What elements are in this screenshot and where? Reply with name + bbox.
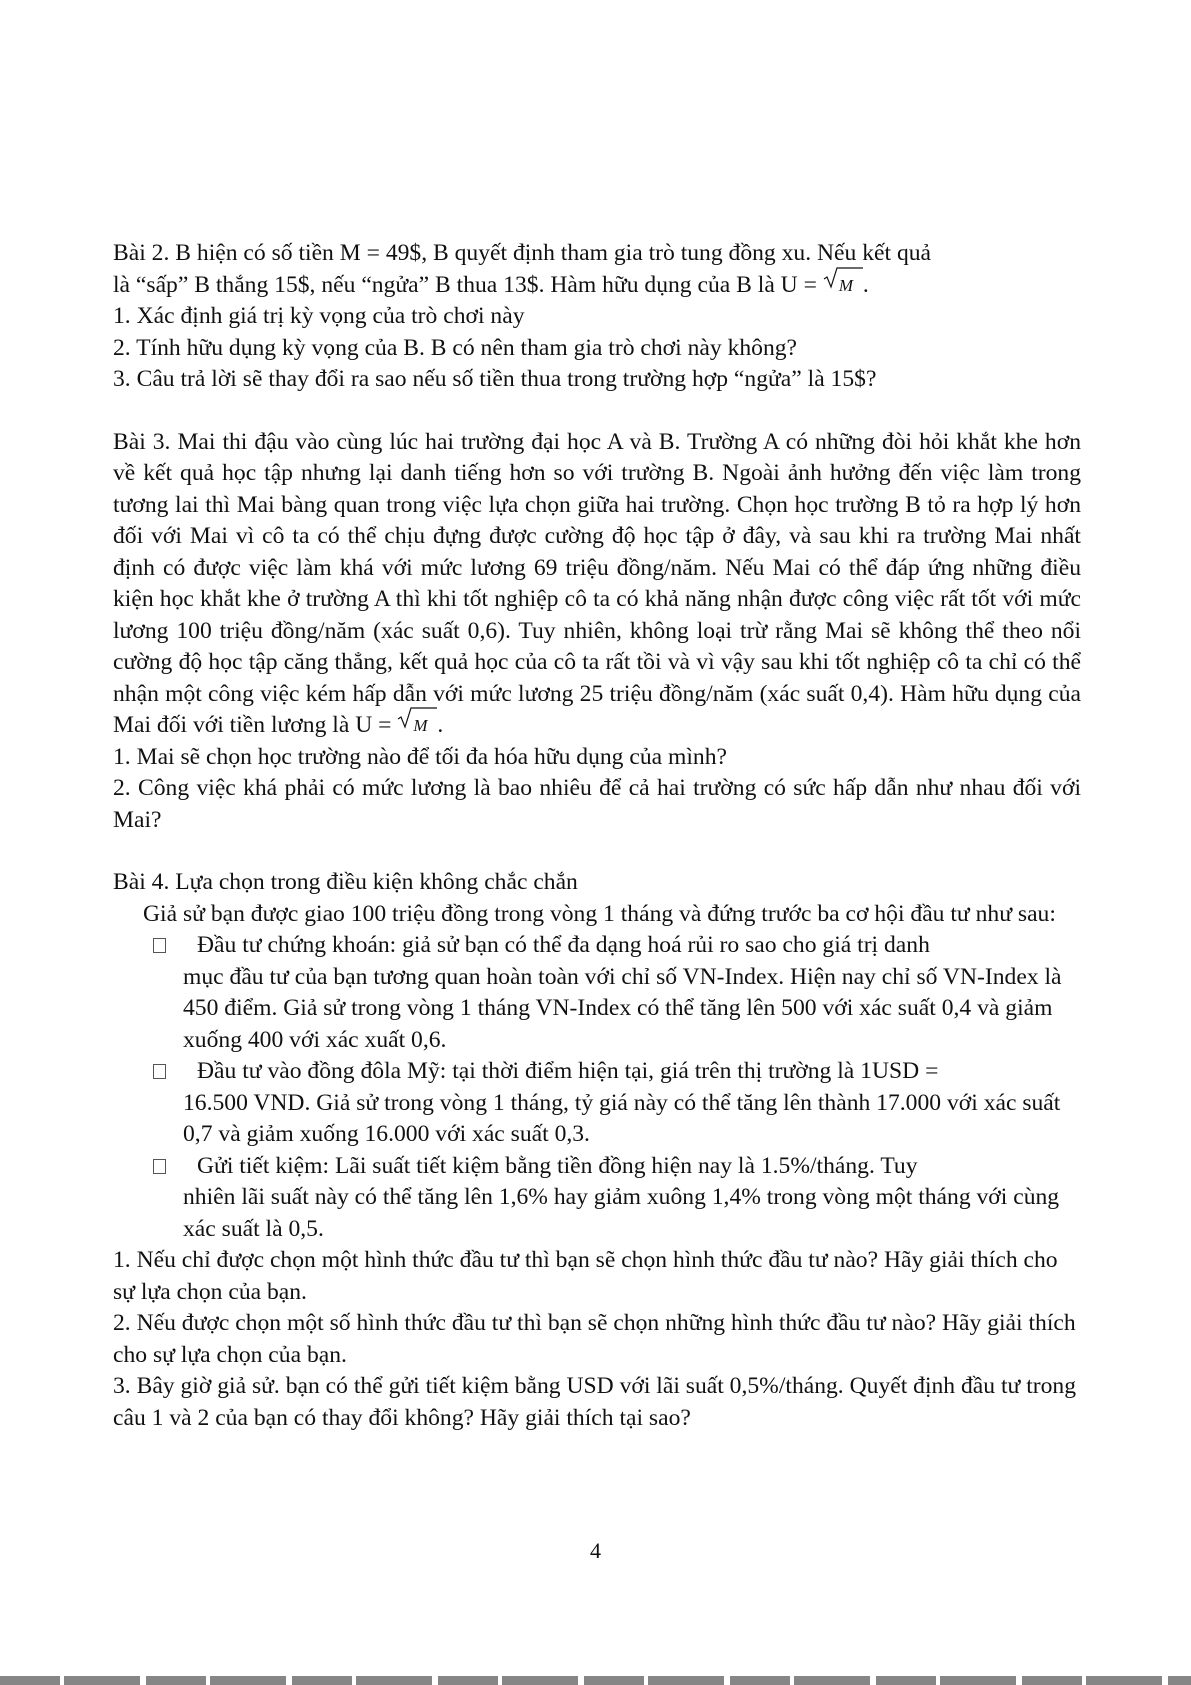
exercise-3-text: Bài 3. Mai thi đậu vào cùng lúc hai trường đại học A và B. Trường A có những đòi hỏi khắt khe hơn về kết quả học tập nhưng lại danh tiếng hơn so với trường B. Ngoài ảnh hưởng đến việc làm trong tương lai thì Mai bàng quan trong việc lựa chọn giữa hai trường. Chọn học trường B tỏ ra hợp lý hơn đối với Mai vì cô ta có thể chịu đựng được cường độ học tập ở đây, và sau khi ra trường Mai nhất định có được việc làm khá với mức lương 69 triệu đồng/năm. Nếu Mai có thể đáp ứng những điều kiện học khắt khe ở trường A thì khi tốt nghiệp cô ta có khả năng nhận được công việc rất tốt với mức lương 100 triệu đồng/năm (xác suất 0,6). Tuy nhiên, không loại trừ rằng Mai sẽ không thể theo nổi cường độ học tập căng thẳng, kết quả học của cô ta rất tồi và vì vậy sau khi tốt nghiệp cô ta chỉ có thể nhận một công việc kém hấp dẫn với mức lương 25 triệu đồng/năm (xác suất 0,4). Hàm hữu dụng của Mai đối với tiền lương là U = <box>113 428 1081 738</box>
exercise-2-question-3: 3. Câu trả lời sẽ thay đổi ra sao nếu số tiền thua trong trường hợp “ngửa” là 15$? <box>113 366 877 392</box>
investment-option <box>113 1056 1081 1151</box>
exercise-2-line-2-end: . <box>862 271 869 298</box>
bullet-box-icon <box>153 1064 166 1079</box>
option-first-line: Đầu tư vào đồng đôla Mỹ: tại thời điểm hiện tại, giá trên thị trường là 1USD = <box>197 1058 939 1084</box>
exercise-2 <box>113 238 1081 396</box>
exercise-4 <box>113 867 1081 1434</box>
investment-option <box>113 1151 1081 1246</box>
exercise-3 <box>113 427 1081 837</box>
option-text: nhiên lãi suất này có thể tăng lên 1,6% hay giảm xuông 1,4% trong vòng một tháng với cùng xác suất là 0,5. <box>183 1184 1060 1242</box>
bottom-edge-rule <box>0 1676 1191 1685</box>
exercise-2-question-2: 2. Tính hữu dụng kỳ vọng của B. B có nên tham gia trò chơi này không? <box>113 334 798 361</box>
page-number: 4 <box>590 1538 601 1563</box>
option-first-line: Gửi tiết kiệm: Lãi suất tiết kiệm bằng tiền đồng hiện nay là 1.5%/tháng. Tuy <box>197 1152 918 1179</box>
option-text: 16.500 VND. Giả sử trong vòng 1 tháng, tỷ giá này có thể tăng lên thành 17.000 với xác suất 0,7 và giảm xuống 16.000 với xác suất 0,3. <box>183 1089 1061 1147</box>
bullet-box-icon <box>153 1159 166 1174</box>
exercise-4-question-2: 2. Nếu được chọn một số hình thức đầu tư thì bạn sẽ chọn những hình thức đầu tư nào? Hãy giải thích cho sự lựa chọn của bạn. <box>113 1310 1076 1368</box>
sqrt-sign-icon <box>823 266 863 290</box>
exercise-3-paragraph <box>113 427 1081 742</box>
exercise-4-intro: Giả sử bạn được giao 100 triệu đồng trong vòng 1 tháng và đứng trước ba cơ hội đầu tư như sau: <box>143 900 1056 927</box>
spacer <box>113 396 1081 427</box>
exercise-4-question-3: 3. Bây giờ giả sử. bạn có thể gửi tiết kiệm bằng USD với lãi suất 0,5%/tháng. Quyết định đầu tư trong câu 1 và 2 của bạn có thay đổi không? Hãy giải thích tại sao? <box>113 1373 1077 1431</box>
exercise-2-line-1: Bài 2. B hiện có số tiền M = 49$, B quyết định tham gia trò tung đồng xu. Nếu kết quả <box>113 240 932 266</box>
sqrt-sign-icon <box>397 706 437 730</box>
bullet-box-icon <box>153 938 166 953</box>
exercise-2-question-1: 1. Xác định giá trị kỳ vọng của trò chơi này <box>113 303 525 329</box>
page-content <box>113 238 1081 1434</box>
sqrt-formula <box>397 710 431 742</box>
exercise-3-question-2: 2. Công việc khá phải có mức lương là bao nhiêu để cả hai trường có sức hấp dẫn như nhau đối với Mai? <box>113 775 1081 833</box>
sqrt-variable: M <box>838 275 854 295</box>
investment-option <box>113 930 1081 1056</box>
exercise-4-title: Bài 4. Lựa chọn trong điều kiện không chắc chắn <box>113 869 578 895</box>
exercise-3-text-end: . <box>437 712 444 738</box>
sqrt-formula <box>823 270 857 302</box>
exercise-4-question-1: 1. Nếu chỉ được chọn một hình thức đầu tư thì bạn sẽ chọn hình thức đầu tư nào? Hãy giải thích cho sự lựa chọn của bạn. <box>113 1247 1058 1305</box>
option-text: mục đầu tư của bạn tương quan hoàn toàn với chỉ số VN-Index. Hiện nay chỉ số VN-Index là 450 điểm. Giả sử trong vòng 1 tháng VN-Index có thể tăng lên 500 với xác suất 0,4 và giảm xuống 400 với xác xuất 0,6. <box>183 963 1062 1053</box>
option-first-line: Đầu tư chứng khoán: giả sử bạn có thể đa dạng hoá rủi ro sao cho giá trị danh <box>197 932 930 958</box>
spacer <box>113 836 1081 867</box>
exercise-3-question-1: 1. Mai sẽ chọn học trường nào để tối đa hóa hữu dụng của mình? <box>113 743 727 770</box>
exercise-2-line-2-text: là “sấp” B thắng 15$, nếu “ngửa” B thua 13$. Hàm hữu dụng của B là U = <box>113 271 817 298</box>
exercise-2-line-2 <box>113 270 1081 302</box>
sqrt-variable: M <box>413 716 428 735</box>
